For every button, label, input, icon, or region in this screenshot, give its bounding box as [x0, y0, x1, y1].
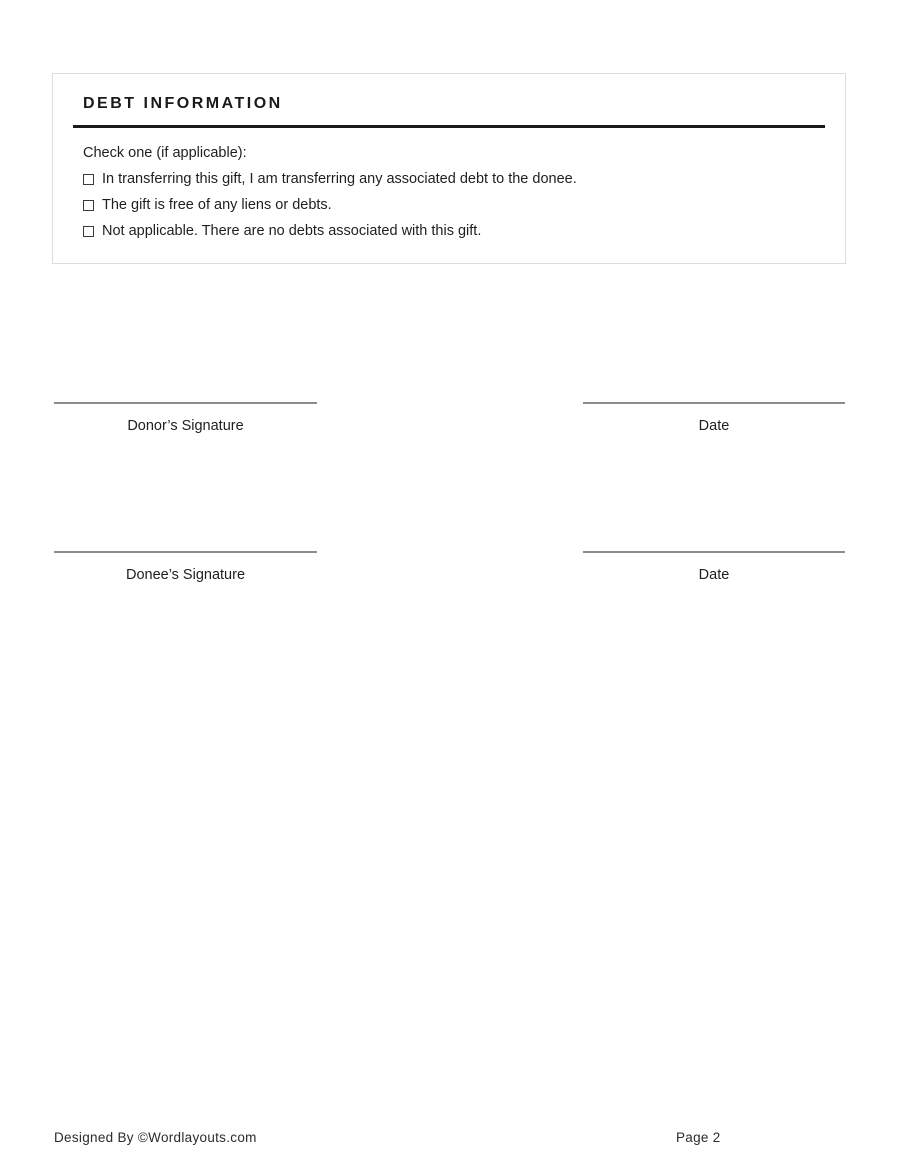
debt-option-transfer[interactable]: [83, 169, 825, 189]
checkbox-icon[interactable]: [83, 200, 94, 211]
footer-credit: Designed By ©Wordlayouts.com: [54, 1130, 257, 1145]
section-title: DEBT INFORMATION: [83, 95, 283, 112]
footer-page-number: Page 2: [676, 1130, 721, 1145]
donee-signature-block: [54, 551, 317, 583]
debt-option-free-of-liens[interactable]: [83, 195, 825, 215]
checkbox-icon[interactable]: [83, 174, 94, 185]
debt-option-label: In transferring this gift, I am transferring any associated debt to the donee.: [102, 171, 577, 187]
donor-date-block: [583, 402, 845, 434]
donee-signature-line[interactable]: [54, 551, 317, 553]
debt-option-label: Not applicable. There are no debts associated with this gift.: [102, 223, 482, 239]
checkbox-icon[interactable]: [83, 226, 94, 237]
donor-date-line[interactable]: [583, 402, 845, 404]
debt-section-content: [73, 143, 825, 241]
donor-signature-row: [54, 402, 846, 452]
donee-signature-row: [54, 551, 846, 601]
donor-signature-line[interactable]: [54, 402, 317, 404]
debt-option-not-applicable[interactable]: [83, 221, 825, 241]
donor-signature-block: [54, 402, 317, 434]
donee-signature-label: Donee’s Signature: [125, 567, 246, 583]
debt-option-label: The gift is free of any liens or debts.: [102, 197, 332, 213]
debt-information-section: [52, 73, 846, 264]
donee-date-block: [583, 551, 845, 583]
donor-date-label: Date: [698, 418, 730, 434]
donee-date-line[interactable]: [583, 551, 845, 553]
donee-date-label: Date: [698, 567, 730, 583]
title-rule: [73, 125, 825, 128]
check-one-instruction: Check one (if applicable):: [83, 145, 247, 161]
donor-signature-label: Donor’s Signature: [127, 418, 244, 434]
